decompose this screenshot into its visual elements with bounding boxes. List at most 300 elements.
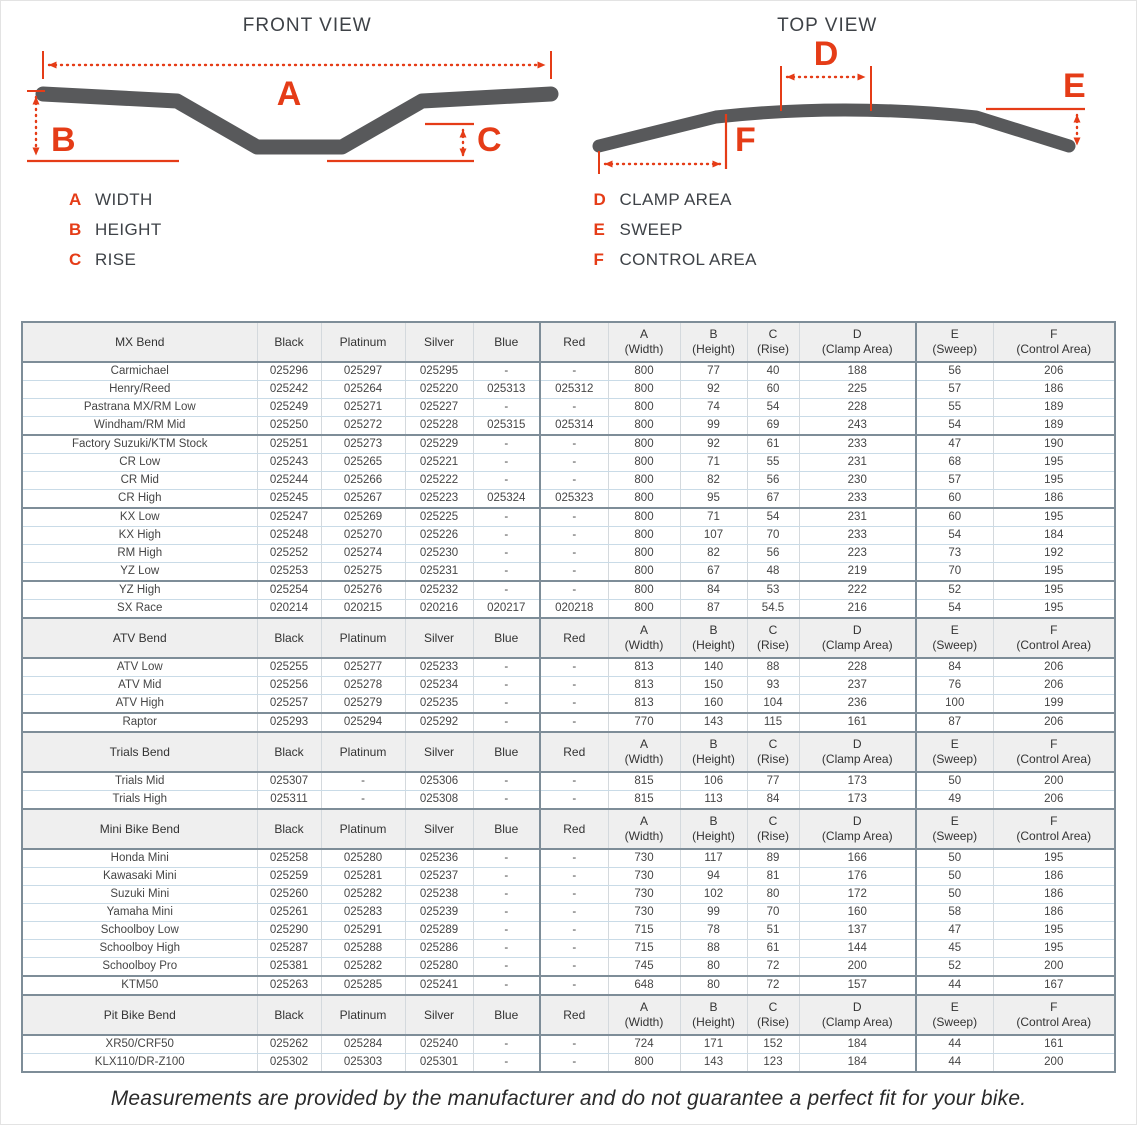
dimension-cell: 61 xyxy=(747,435,799,454)
dimension-column-header: A (Width) xyxy=(608,732,680,772)
dimension-cell: 770 xyxy=(608,713,680,732)
dimension-cell: 80 xyxy=(747,886,799,904)
dimension-column-header: C (Rise) xyxy=(747,618,799,658)
section-name-header: Pit Bike Bend xyxy=(22,995,257,1035)
part-number-cell: 025273 xyxy=(321,435,405,454)
dimension-cell: 76 xyxy=(916,677,993,695)
dimension-cell: 219 xyxy=(799,563,916,582)
model-cell: Schoolboy Pro xyxy=(22,958,257,977)
dimension-cell: 800 xyxy=(608,508,680,527)
dimension-cell: 715 xyxy=(608,922,680,940)
dimension-cell: 225 xyxy=(799,381,916,399)
part-number-cell: 025221 xyxy=(405,454,473,472)
part-number-cell: 025294 xyxy=(321,713,405,732)
dimension-cell: 216 xyxy=(799,600,916,619)
dim-label-a: A xyxy=(276,75,302,113)
part-number-cell: 025242 xyxy=(257,381,321,399)
dimension-cell: 800 xyxy=(608,381,680,399)
table-row xyxy=(22,381,1115,399)
dimension-cell: 69 xyxy=(747,417,799,436)
part-number-cell: 025285 xyxy=(321,976,405,995)
legend-label: CONTROL AREA xyxy=(619,250,757,269)
part-number-cell: 025287 xyxy=(257,940,321,958)
section-name-header: ATV Bend xyxy=(22,618,257,658)
dimension-cell: 57 xyxy=(916,381,993,399)
part-number-cell: - xyxy=(473,695,540,714)
part-number-cell: 025293 xyxy=(257,713,321,732)
dimension-column-header: D (Clamp Area) xyxy=(799,732,916,772)
front-view-title: FRONT VIEW xyxy=(242,15,372,36)
part-number-cell: - xyxy=(473,1035,540,1054)
part-number-cell: 025290 xyxy=(257,922,321,940)
dimension-cell: 815 xyxy=(608,772,680,791)
part-number-cell: - xyxy=(473,791,540,810)
part-number-cell: 025239 xyxy=(405,904,473,922)
color-column-header: Black xyxy=(257,732,321,772)
dimension-cell: 233 xyxy=(799,435,916,454)
dimension-cell: 236 xyxy=(799,695,916,714)
model-cell: KLX110/DR-Z100 xyxy=(22,1054,257,1073)
dimension-cell: 70 xyxy=(916,563,993,582)
color-column-header: Silver xyxy=(405,732,473,772)
dimension-cell: 195 xyxy=(993,581,1115,600)
part-number-cell: 025308 xyxy=(405,791,473,810)
dimension-column-header: D (Clamp Area) xyxy=(799,322,916,362)
dim-label-d: D xyxy=(813,39,838,73)
dimension-cell: 93 xyxy=(747,677,799,695)
dimension-cell: 233 xyxy=(799,527,916,545)
section-name-header: Mini Bike Bend xyxy=(22,809,257,849)
part-number-cell: 025225 xyxy=(405,508,473,527)
part-number-cell: - xyxy=(473,545,540,563)
part-number-cell: - xyxy=(540,658,608,677)
part-number-cell: 025275 xyxy=(321,563,405,582)
part-number-cell: - xyxy=(540,904,608,922)
dimension-cell: 44 xyxy=(916,976,993,995)
part-number-cell: 025233 xyxy=(405,658,473,677)
top-view-title: TOP VIEW xyxy=(777,15,878,36)
dimension-cell: 60 xyxy=(747,381,799,399)
legend-label: CLAMP AREA xyxy=(619,190,732,209)
dimension-cell: 44 xyxy=(916,1054,993,1073)
front-view-diagram xyxy=(27,39,567,179)
dimension-cell: 68 xyxy=(916,454,993,472)
dimension-column-header: E (Sweep) xyxy=(916,809,993,849)
dimension-cell: 745 xyxy=(608,958,680,977)
dimension-cell: 73 xyxy=(916,545,993,563)
part-number-cell: 025222 xyxy=(405,472,473,490)
dimension-cell: 84 xyxy=(916,658,993,677)
spec-table-container xyxy=(1,321,1136,1073)
part-number-cell: 025245 xyxy=(257,490,321,509)
part-number-cell: 025234 xyxy=(405,677,473,695)
part-number-cell: 025302 xyxy=(257,1054,321,1073)
section-name-header: Trials Bend xyxy=(22,732,257,772)
legend-label: SWEEP xyxy=(619,220,683,239)
dimension-cell: 50 xyxy=(916,772,993,791)
dimension-cell: 206 xyxy=(993,658,1115,677)
dimension-cell: 160 xyxy=(799,904,916,922)
model-cell: CR Mid xyxy=(22,472,257,490)
table-row xyxy=(22,563,1115,582)
legend-label: RISE xyxy=(95,250,137,269)
dimension-cell: 92 xyxy=(680,435,747,454)
model-cell: KX High xyxy=(22,527,257,545)
dimension-cell: 800 xyxy=(608,472,680,490)
part-number-cell: 025241 xyxy=(405,976,473,995)
dimension-cell: 186 xyxy=(993,381,1115,399)
dimension-cell: 51 xyxy=(747,922,799,940)
dimension-cell: 99 xyxy=(680,417,747,436)
table-row xyxy=(22,490,1115,509)
dimension-cell: 50 xyxy=(916,886,993,904)
dimension-cell: 157 xyxy=(799,976,916,995)
dimension-cell: 715 xyxy=(608,940,680,958)
table-row xyxy=(22,362,1115,381)
dimension-cell: 186 xyxy=(993,490,1115,509)
dimension-cell: 113 xyxy=(680,791,747,810)
dimension-cell: 54 xyxy=(916,600,993,619)
part-number-cell: 025235 xyxy=(405,695,473,714)
dimension-cell: 200 xyxy=(799,958,916,977)
part-number-cell: - xyxy=(540,527,608,545)
part-number-cell: - xyxy=(473,563,540,582)
dimension-cell: 800 xyxy=(608,399,680,417)
dimension-column-header: C (Rise) xyxy=(747,995,799,1035)
dimension-cell: 84 xyxy=(680,581,747,600)
dimension-cell: 813 xyxy=(608,695,680,714)
color-column-header: Blue xyxy=(473,809,540,849)
dimension-cell: 40 xyxy=(747,362,799,381)
color-column-header: Platinum xyxy=(321,995,405,1035)
model-cell: Kawasaki Mini xyxy=(22,868,257,886)
dimension-cell: 243 xyxy=(799,417,916,436)
dimension-cell: 107 xyxy=(680,527,747,545)
dimension-cell: 231 xyxy=(799,508,916,527)
dimension-column-header: F (Control Area) xyxy=(993,618,1115,658)
part-number-cell: - xyxy=(540,922,608,940)
part-number-cell: 025381 xyxy=(257,958,321,977)
dimension-cell: 78 xyxy=(680,922,747,940)
model-cell: ATV Low xyxy=(22,658,257,677)
dimension-cell: 161 xyxy=(993,1035,1115,1054)
part-number-cell: 025237 xyxy=(405,868,473,886)
part-number-cell: 025264 xyxy=(321,381,405,399)
model-cell: Trials Mid xyxy=(22,772,257,791)
part-number-cell: - xyxy=(473,713,540,732)
model-cell: Yamaha Mini xyxy=(22,904,257,922)
part-number-cell: 025301 xyxy=(405,1054,473,1073)
part-number-cell: 020215 xyxy=(321,600,405,619)
front-view-panel xyxy=(1,1,569,297)
part-number-cell: 025265 xyxy=(321,454,405,472)
table-row xyxy=(22,713,1115,732)
part-number-cell: 025230 xyxy=(405,545,473,563)
table-row xyxy=(22,791,1115,810)
dimension-cell: 228 xyxy=(799,399,916,417)
part-number-cell: - xyxy=(540,399,608,417)
part-number-cell: - xyxy=(540,563,608,582)
color-column-header: Blue xyxy=(473,995,540,1035)
part-number-cell: 025282 xyxy=(321,886,405,904)
part-number-cell: - xyxy=(540,940,608,958)
dimension-cell: 195 xyxy=(993,922,1115,940)
part-number-cell: - xyxy=(540,1054,608,1073)
dimension-cell: 800 xyxy=(608,527,680,545)
color-column-header: Platinum xyxy=(321,322,405,362)
model-cell: RM High xyxy=(22,545,257,563)
dimension-cell: 161 xyxy=(799,713,916,732)
dimension-cell: 237 xyxy=(799,677,916,695)
legend-item xyxy=(594,215,1137,245)
dimension-cell: 800 xyxy=(608,563,680,582)
dimension-column-header: F (Control Area) xyxy=(993,322,1115,362)
dimension-cell: 50 xyxy=(916,868,993,886)
dimension-cell: 200 xyxy=(993,772,1115,791)
top-view-legend xyxy=(594,185,1137,275)
part-number-cell: 025236 xyxy=(405,849,473,868)
part-number-cell: 025295 xyxy=(405,362,473,381)
part-number-cell: 025313 xyxy=(473,381,540,399)
dimension-cell: 206 xyxy=(993,362,1115,381)
dimension-column-header: C (Rise) xyxy=(747,322,799,362)
part-number-cell: 025269 xyxy=(321,508,405,527)
dimension-cell: 104 xyxy=(747,695,799,714)
legend-key: C xyxy=(69,250,82,269)
dimension-column-header: B (Height) xyxy=(680,732,747,772)
dimension-cell: 800 xyxy=(608,600,680,619)
part-number-cell: - xyxy=(540,695,608,714)
part-number-cell: 025315 xyxy=(473,417,540,436)
part-number-cell: 025261 xyxy=(257,904,321,922)
dimension-cell: 200 xyxy=(993,958,1115,977)
dimension-cell: 58 xyxy=(916,904,993,922)
dimension-cell: 186 xyxy=(993,886,1115,904)
section-header-row xyxy=(22,809,1115,849)
spec-table xyxy=(21,321,1116,1073)
dimension-cell: 102 xyxy=(680,886,747,904)
dimension-cell: 88 xyxy=(680,940,747,958)
dimension-cell: 53 xyxy=(747,581,799,600)
dimension-cell: 80 xyxy=(680,976,747,995)
color-column-header: Red xyxy=(540,995,608,1035)
part-number-cell: - xyxy=(473,772,540,791)
color-column-header: Silver xyxy=(405,322,473,362)
part-number-cell: 025284 xyxy=(321,1035,405,1054)
dimension-cell: 195 xyxy=(993,563,1115,582)
model-cell: Factory Suzuki/KTM Stock xyxy=(22,435,257,454)
table-row xyxy=(22,527,1115,545)
part-number-cell: - xyxy=(473,527,540,545)
handlebar-top xyxy=(599,110,1069,146)
dimension-cell: 72 xyxy=(747,976,799,995)
legend-item xyxy=(594,185,1137,215)
part-number-cell: 025270 xyxy=(321,527,405,545)
dimension-cell: 47 xyxy=(916,435,993,454)
part-number-cell: - xyxy=(540,958,608,977)
part-number-cell: 025259 xyxy=(257,868,321,886)
dimension-cell: 84 xyxy=(747,791,799,810)
model-cell: KX Low xyxy=(22,508,257,527)
part-number-cell: - xyxy=(540,362,608,381)
dim-label-b: B xyxy=(51,121,76,159)
part-number-cell: 025323 xyxy=(540,490,608,509)
legend-label: HEIGHT xyxy=(95,220,162,239)
dimension-cell: 171 xyxy=(680,1035,747,1054)
part-number-cell: - xyxy=(473,886,540,904)
part-number-cell: 025291 xyxy=(321,922,405,940)
legend-item xyxy=(594,245,1137,275)
part-number-cell: - xyxy=(473,677,540,695)
part-number-cell: - xyxy=(540,868,608,886)
part-number-cell: 025283 xyxy=(321,904,405,922)
dimension-cell: 206 xyxy=(993,791,1115,810)
model-cell: SX Race xyxy=(22,600,257,619)
table-row xyxy=(22,772,1115,791)
legend-item xyxy=(69,215,569,245)
dimension-cell: 190 xyxy=(993,435,1115,454)
dimension-column-header: B (Height) xyxy=(680,809,747,849)
dimension-cell: 188 xyxy=(799,362,916,381)
dimension-cell: 77 xyxy=(747,772,799,791)
dimension-cell: 56 xyxy=(916,362,993,381)
part-number-cell: - xyxy=(473,454,540,472)
dimension-column-header: D (Clamp Area) xyxy=(799,995,916,1035)
part-number-cell: - xyxy=(473,958,540,977)
model-cell: Suzuki Mini xyxy=(22,886,257,904)
part-number-cell: 025247 xyxy=(257,508,321,527)
part-number-cell: 025278 xyxy=(321,677,405,695)
dimension-cell: 724 xyxy=(608,1035,680,1054)
dimension-cell: 195 xyxy=(993,940,1115,958)
part-number-cell: 025252 xyxy=(257,545,321,563)
legend-key: E xyxy=(593,220,605,239)
dimension-cell: 80 xyxy=(680,958,747,977)
dimension-column-header: F (Control Area) xyxy=(993,809,1115,849)
dimension-column-header: E (Sweep) xyxy=(916,322,993,362)
legend-key: F xyxy=(593,250,604,269)
dim-label-f: F xyxy=(734,121,756,159)
part-number-cell: 025279 xyxy=(321,695,405,714)
dimension-cell: 115 xyxy=(747,713,799,732)
model-cell: Carmichael xyxy=(22,362,257,381)
part-number-cell: - xyxy=(540,435,608,454)
part-number-cell: 025257 xyxy=(257,695,321,714)
dimension-cell: 192 xyxy=(993,545,1115,563)
part-number-cell: 025248 xyxy=(257,527,321,545)
table-row xyxy=(22,922,1115,940)
part-number-cell: - xyxy=(540,772,608,791)
part-number-cell: 025286 xyxy=(405,940,473,958)
color-column-header: Silver xyxy=(405,995,473,1035)
dimension-cell: 195 xyxy=(993,600,1115,619)
dimension-cell: 74 xyxy=(680,399,747,417)
dimension-cell: 800 xyxy=(608,1054,680,1073)
dimension-column-header: A (Width) xyxy=(608,322,680,362)
dimension-cell: 48 xyxy=(747,563,799,582)
color-column-header: Blue xyxy=(473,618,540,658)
part-number-cell: - xyxy=(473,435,540,454)
part-number-cell: - xyxy=(473,904,540,922)
part-number-cell: 025243 xyxy=(257,454,321,472)
part-number-cell: 025220 xyxy=(405,381,473,399)
part-number-cell: 025314 xyxy=(540,417,608,436)
dimension-cell: 648 xyxy=(608,976,680,995)
dimension-cell: 50 xyxy=(916,849,993,868)
model-cell: Henry/Reed xyxy=(22,381,257,399)
dimension-cell: 200 xyxy=(993,1054,1115,1073)
dimension-cell: 186 xyxy=(993,904,1115,922)
dimension-cell: 52 xyxy=(916,958,993,977)
dimension-cell: 800 xyxy=(608,454,680,472)
dimension-cell: 123 xyxy=(747,1054,799,1073)
dimension-cell: 173 xyxy=(799,791,916,810)
model-cell: KTM50 xyxy=(22,976,257,995)
table-row xyxy=(22,399,1115,417)
part-number-cell: - xyxy=(540,677,608,695)
dimension-cell: 81 xyxy=(747,868,799,886)
legend-key: A xyxy=(69,190,82,209)
dimension-cell: 813 xyxy=(608,658,680,677)
part-number-cell: - xyxy=(321,791,405,810)
table-row xyxy=(22,886,1115,904)
model-cell: ATV High xyxy=(22,695,257,714)
dimension-cell: 52 xyxy=(916,581,993,600)
part-number-cell: 025226 xyxy=(405,527,473,545)
dimension-column-header: A (Width) xyxy=(608,618,680,658)
color-column-header: Black xyxy=(257,995,321,1035)
dimension-cell: 60 xyxy=(916,490,993,509)
dimension-cell: 143 xyxy=(680,713,747,732)
part-number-cell: - xyxy=(473,399,540,417)
color-column-header: Red xyxy=(540,809,608,849)
color-column-header: Black xyxy=(257,322,321,362)
dimension-cell: 176 xyxy=(799,868,916,886)
table-row xyxy=(22,849,1115,868)
color-column-header: Black xyxy=(257,809,321,849)
part-number-cell: 020218 xyxy=(540,600,608,619)
dimension-cell: 173 xyxy=(799,772,916,791)
section-header-row xyxy=(22,322,1115,362)
part-number-cell: 025244 xyxy=(257,472,321,490)
dimension-cell: 82 xyxy=(680,545,747,563)
part-number-cell: 025260 xyxy=(257,886,321,904)
part-number-cell: 025282 xyxy=(321,958,405,977)
part-number-cell: - xyxy=(473,976,540,995)
dimension-cell: 92 xyxy=(680,381,747,399)
part-number-cell: - xyxy=(540,472,608,490)
model-cell: Trials High xyxy=(22,791,257,810)
model-cell: Windham/RM Mid xyxy=(22,417,257,436)
dimension-column-header: E (Sweep) xyxy=(916,995,993,1035)
section-header-row xyxy=(22,618,1115,658)
dimension-cell: 144 xyxy=(799,940,916,958)
dimension-cell: 54 xyxy=(916,527,993,545)
part-number-cell: - xyxy=(540,545,608,563)
part-number-cell: - xyxy=(473,581,540,600)
dimension-cell: 800 xyxy=(608,417,680,436)
dimension-cell: 195 xyxy=(993,849,1115,868)
part-number-cell: 025251 xyxy=(257,435,321,454)
dimension-cell: 195 xyxy=(993,472,1115,490)
part-number-cell: 025258 xyxy=(257,849,321,868)
part-number-cell: - xyxy=(540,713,608,732)
part-number-cell: - xyxy=(540,1035,608,1054)
dimension-column-header: D (Clamp Area) xyxy=(799,618,916,658)
part-number-cell: - xyxy=(540,454,608,472)
dimension-cell: 82 xyxy=(680,472,747,490)
dimension-cell: 223 xyxy=(799,545,916,563)
